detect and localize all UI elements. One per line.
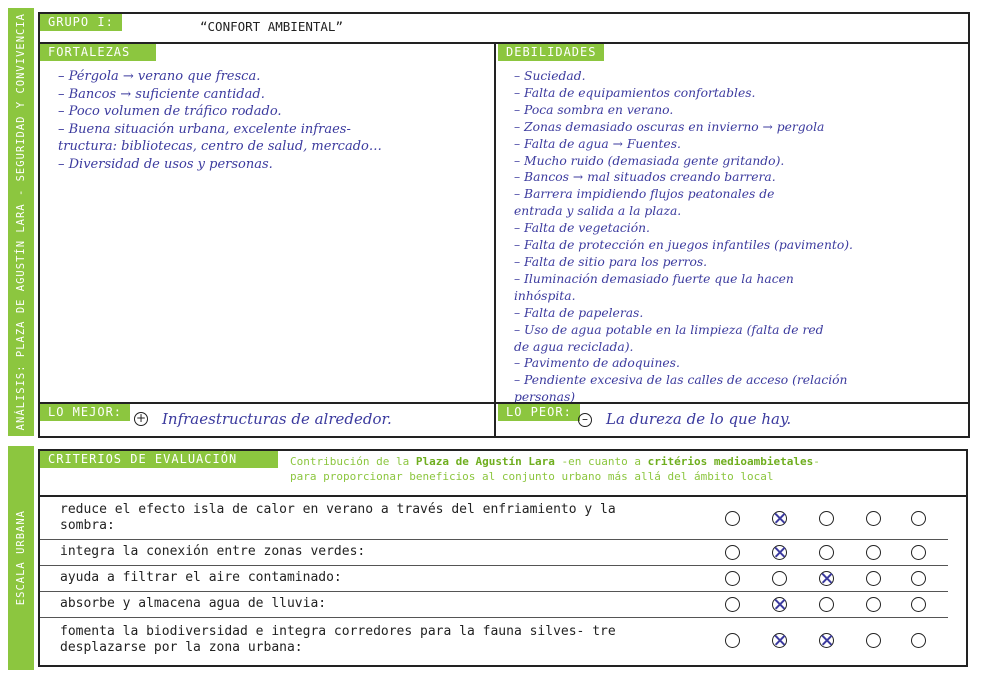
rating-radio[interactable] xyxy=(866,511,881,526)
side-banner-scale-text: ESCALA URBANA xyxy=(15,510,27,606)
list-item: – Falta de equipamientos confortables. xyxy=(514,85,756,100)
list-item: – Suciedad. xyxy=(514,69,586,83)
rating-radio[interactable] xyxy=(866,571,881,586)
rating-radio[interactable] xyxy=(819,545,834,560)
criteria-desc-part: Contribución de la xyxy=(290,455,416,468)
criteria-row xyxy=(40,539,948,566)
rating-radio[interactable] xyxy=(819,571,834,586)
criteria-description xyxy=(290,454,930,484)
rating-radio[interactable] xyxy=(911,597,926,612)
rating-radio[interactable] xyxy=(772,571,787,586)
lo-peor-note: La dureza de lo que hay. xyxy=(606,410,792,428)
list-item: – Falta de papeleras. xyxy=(514,305,644,320)
list-item: – Bancos → mal situados creando barrera. xyxy=(514,170,776,185)
list-item: – Bancos → suficiente cantidad. xyxy=(58,86,265,102)
rating-radio[interactable] xyxy=(911,633,926,648)
list-item: – Falta de vegetación. xyxy=(514,221,650,236)
list-item: – Falta de protección en juegos infantiles (pavimento). xyxy=(514,238,853,253)
group-title: “CONFORT AMBIENTAL” xyxy=(200,19,343,34)
criteria-row-label: absorbe y almacena agua de lluvia: xyxy=(60,596,327,611)
rating-radio[interactable] xyxy=(772,633,787,648)
criteria-row xyxy=(40,565,948,592)
list-item: – Falta de sitio para los perros. xyxy=(514,254,708,269)
criteria-desc-line2: para proporcionar beneficios al conjunto urbano más allá del ámbito local xyxy=(290,470,774,483)
criteria-label: CRITERIOS DE EVALUACIÓN xyxy=(40,451,278,468)
criteria-box xyxy=(38,449,968,667)
fortalezas-label: FORTALEZAS xyxy=(40,44,156,61)
debilidades-list xyxy=(514,68,958,406)
list-item: inhóspita. xyxy=(514,288,576,303)
minus-circle-icon: – xyxy=(578,413,592,427)
lo-mejor-label: LO MEJOR: xyxy=(40,404,130,421)
criteria-header xyxy=(40,451,966,497)
list-item: – Pérgola → verano que fresca. xyxy=(58,69,261,84)
criteria-row-label: ayuda a filtrar el aire contaminado: xyxy=(60,570,342,585)
list-item: – Poco volumen de tráfico rodado. xyxy=(58,104,282,119)
list-item: – Falta de agua → Fuentes. xyxy=(514,136,681,151)
rating-radio[interactable] xyxy=(725,511,740,526)
list-item: – Barrera impidiendo flujos peatonales de xyxy=(514,187,775,202)
plus-circle-icon: + xyxy=(135,411,147,425)
rating-radio[interactable] xyxy=(819,633,834,648)
rating-radio[interactable] xyxy=(911,571,926,586)
summary-divider xyxy=(494,404,496,438)
rating-radio[interactable] xyxy=(772,511,787,526)
side-banner-analysis xyxy=(8,8,34,436)
rating-radio[interactable] xyxy=(772,545,787,560)
lo-peor-label: LO PEOR: xyxy=(498,404,580,421)
criteria-desc-part: -en cuanto a xyxy=(554,455,648,468)
list-item: – Uso de agua potable en la limpieza (falta de red xyxy=(514,322,824,337)
lo-mejor-note: Infraestructuras de alrededor. xyxy=(162,410,392,428)
analysis-box xyxy=(38,12,970,438)
rating-radio[interactable] xyxy=(911,511,926,526)
rating-radio[interactable] xyxy=(725,597,740,612)
rating-radio[interactable] xyxy=(725,633,740,648)
debilidades-label: DEBILIDADES xyxy=(498,44,604,61)
criteria-row xyxy=(40,497,948,540)
side-banner-scale xyxy=(8,446,34,670)
summary-bar xyxy=(40,402,968,436)
criteria-row-label: reduce el efecto isla de calor en verano a través del enfriamiento y la sombra: xyxy=(60,502,616,533)
list-item: – Pavimento de adoquines. xyxy=(514,356,680,371)
rating-radio[interactable] xyxy=(866,545,881,560)
criteria-row xyxy=(40,591,948,618)
criteria-desc-criteria: critérios medioambietales xyxy=(647,455,814,468)
list-item: de agua reciclada). xyxy=(514,339,634,354)
rating-radio[interactable] xyxy=(772,597,787,612)
list-item: – Diversidad de usos y personas. xyxy=(58,156,273,172)
rating-radio[interactable] xyxy=(866,633,881,648)
group-label: GRUPO I: xyxy=(40,14,122,31)
list-item: – Iluminación demasiado fuerte que la hacen xyxy=(514,271,794,286)
criteria-desc-place: Plaza de Agustín Lara xyxy=(415,455,555,468)
list-item: entrada y salida a la plaza. xyxy=(514,204,682,219)
rating-radio[interactable] xyxy=(819,511,834,526)
rating-radio[interactable] xyxy=(725,571,740,586)
criteria-row xyxy=(40,617,948,663)
list-item: personas) xyxy=(514,390,576,405)
list-item: – Buena situación urbana, excelente infraes- xyxy=(58,121,351,137)
rating-radio[interactable] xyxy=(911,545,926,560)
rating-radio[interactable] xyxy=(819,597,834,612)
group-header xyxy=(40,14,968,44)
column-divider xyxy=(494,42,496,436)
fortalezas-list xyxy=(58,68,484,173)
list-item: – Mucho ruido (demasiada gente gritando). xyxy=(514,153,785,168)
list-item: – Poca sombra en verano. xyxy=(514,102,674,117)
criteria-row-label: fomenta la biodiversidad e integra corredores para la fauna silves- tre desplazarse por la zona urbana: xyxy=(60,624,616,655)
side-banner-analysis-text: ANÁLISIS: PLAZA DE AGUSTÍN LARA - SEGURIDAD Y CONVIVENCIA xyxy=(15,13,27,431)
list-item: – Zonas demasiado oscuras en invierno → pergola xyxy=(514,119,825,134)
list-item: tructura: bibliotecas, centro de salud, mercado… xyxy=(58,139,382,154)
criteria-desc-part: - xyxy=(813,455,820,468)
rating-radio[interactable] xyxy=(866,597,881,612)
list-item: – Pendiente excesiva de las calles de acceso (relación xyxy=(514,373,848,388)
criteria-row-label: integra la conexión entre zonas verdes: xyxy=(60,544,366,559)
rating-radio[interactable] xyxy=(725,545,740,560)
